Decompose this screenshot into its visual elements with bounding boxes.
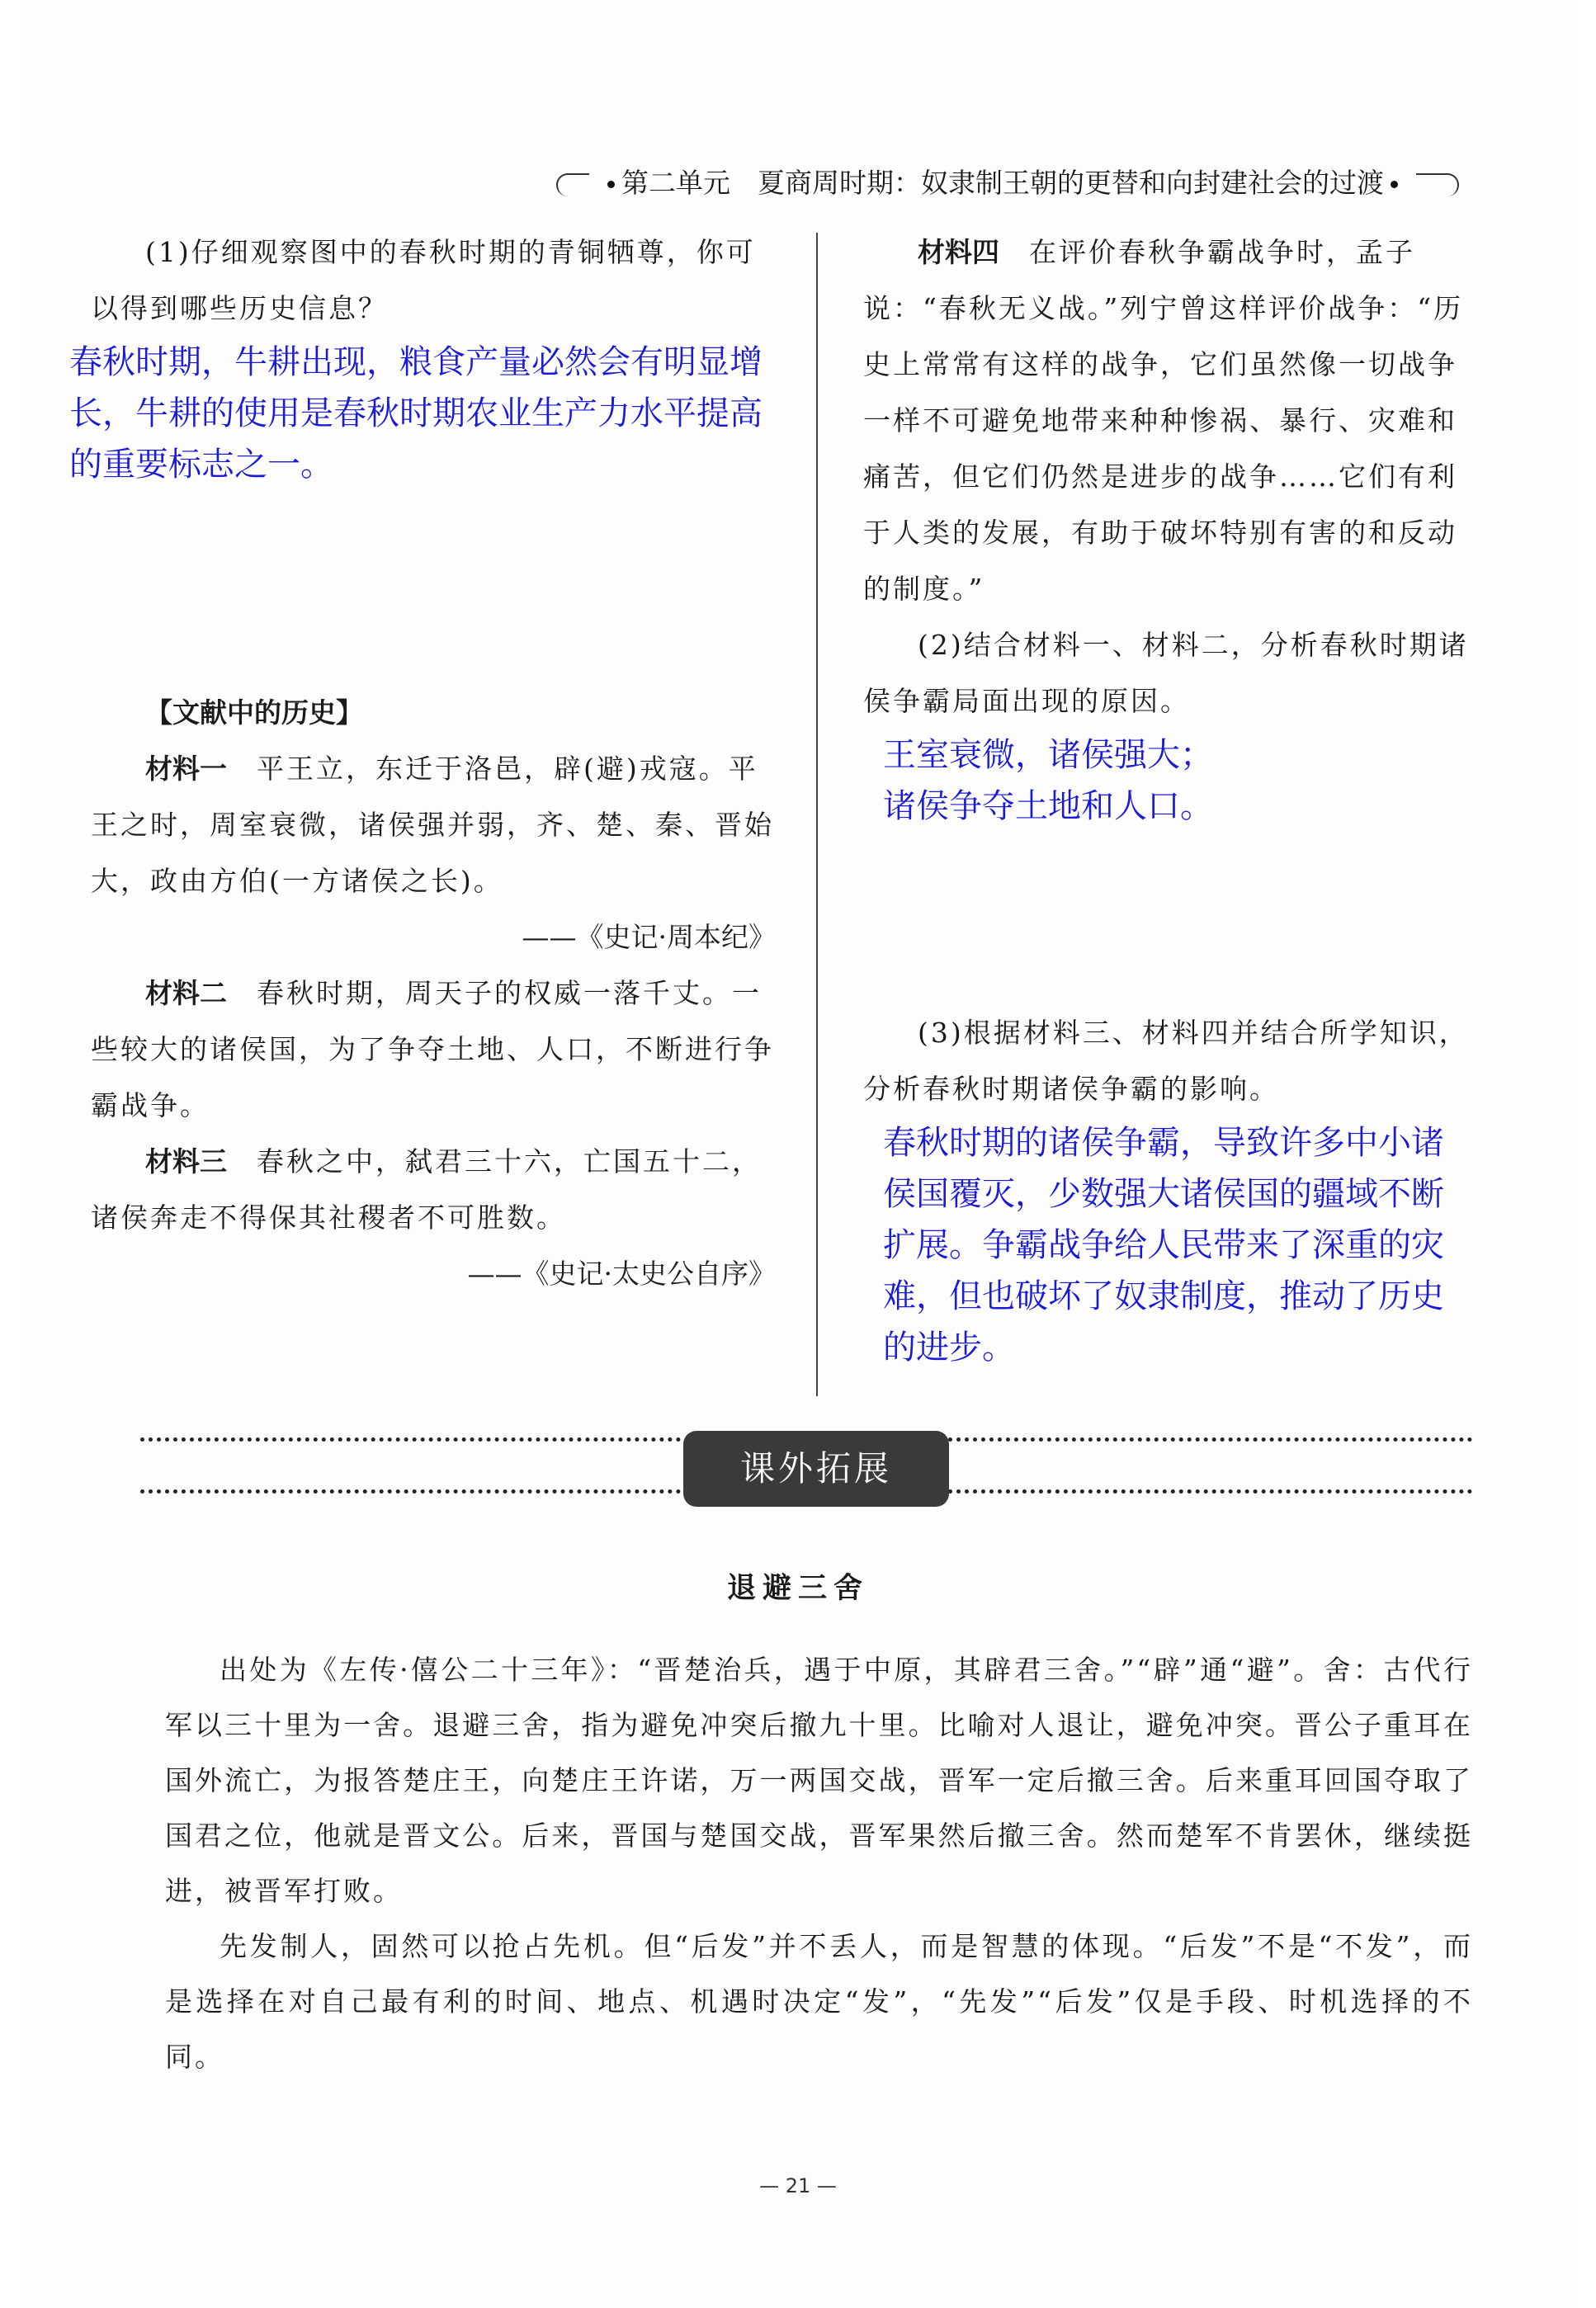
material-2-label: 材料二 <box>145 977 227 1009</box>
material-4-label: 材料四 <box>918 236 999 268</box>
material-3-source: ——《史记·太史公自序》 <box>467 1258 776 1290</box>
right-column <box>863 224 1470 1373</box>
story-paragraph-1: 出处为《左传·僖公二十三年》：“晋楚治兵，遇于中原，其辟君三舍。”“辟”通“避”。舍：古代行军以三十里为一舍。退避三舍，指为避免冲突后撤九十里。比喻对人退让，避免冲突。晋公子重耳在国外流亡，为报答楚庄王，向楚庄王许诺，万一两国交战，晋军一定后撤三舍。后来重耳回国夺取了国君之位，他就是晋文公。后来，晋国与楚国交战，晋军果然后撤三舍。然而楚军不肯罢休，继续挺进，被晋军打败。 <box>165 1654 1473 1907</box>
story-body <box>165 1642 1473 2084</box>
material-3 <box>91 1134 776 1246</box>
answer-2-line-2: 诸侯争夺土地和人口。 <box>883 787 1213 825</box>
spacer <box>863 832 1470 1005</box>
story-paragraph-2: 先发制人，固然可以抢占先机。但“后发”并不丢人，而是智慧的体现。“后发”不是“不发”，而是选择在对自己最有利的时间、地点、机遇时决定“发”，“先发”“后发”仅是手段、时机选择的不同。 <box>165 1930 1473 2073</box>
material-1-source: ——《史记·周本纪》 <box>522 921 776 953</box>
left-column <box>69 224 776 1302</box>
bullet-dot-icon <box>1391 181 1398 188</box>
answer-1-handwritten: 春秋时期，牛耕出现，粮食产量必然会有明显增长，牛耕的使用是春秋时期农业生产力水平提高的重要标志之一。 <box>69 343 763 484</box>
header-title-wrap <box>589 162 1416 205</box>
material-1-label: 材料一 <box>145 753 227 785</box>
column-divider <box>816 233 818 1396</box>
answer-2-line-1: 王室衰微，诸侯强大； <box>883 736 1213 774</box>
question-3: (3)根据材料三、材料四并结合所学知识，分析春秋时期诸侯争霸的影响。 <box>863 1017 1469 1105</box>
material-3-label: 材料三 <box>145 1145 227 1178</box>
question-2: (2)结合材料一、材料二，分析春秋时期诸侯争霸局面出现的原因。 <box>863 629 1469 717</box>
question-1: (1)仔细观察图中的春秋时期的青铜牺尊，你可以得到哪些历史信息？ <box>91 236 756 324</box>
section-heading: 【文献中的历史】 <box>145 696 363 729</box>
material-4-text: 在评价春秋争霸战争时，孟子说：“春秋无义战。”列宁曾这样评价战争：“历史上常常有这样的战争，它们虽然像一切战争一样不可避免地带来种种惨祸、暴行、灾难和痛苦，但它们仍然是进步的战争……它们有利于人类的发展，有助于破坏特别有害的和反动的制度。” <box>863 236 1464 605</box>
material-1 <box>91 741 776 909</box>
material-2-text: 春秋时期，周天子的权威一落千丈。一些较大的诸侯国，为了争夺土地、人口，不断进行争霸战争。 <box>91 977 774 1121</box>
extension-tag: 课外拓展 <box>683 1431 949 1507</box>
page-number: — 21 — <box>759 2174 837 2197</box>
material-2 <box>91 965 776 1134</box>
header-title: 第二单元 夏商周时期：奴隶制王朝的更替和向封建社会的过渡 <box>621 167 1384 199</box>
material-3-text: 春秋之中，弑君三十六，亡国五十二，诸侯奔走不得保其社稷者不可胜数。 <box>91 1145 762 1234</box>
story-title: 退避三舍 <box>726 1572 869 1605</box>
material-1-text: 平王立，东迁于洛邑，辟(避)戎寇。平王之时，周室衰微，诸侯强并弱，齐、楚、秦、晋始大，政由方伯(一方诸侯之长)。 <box>91 753 774 897</box>
material-4 <box>863 224 1470 617</box>
answer-3-handwritten: 春秋时期的诸侯争霸，导致许多中小诸侯国覆灭，少数强大诸侯国的疆域不断扩展。争霸战争给人民带来了深重的灾难，但也破坏了奴隶制度，推动了历史的进步。 <box>883 1124 1444 1366</box>
spacer <box>91 490 776 685</box>
page-header <box>556 162 1464 206</box>
bullet-dot-icon <box>607 181 615 188</box>
